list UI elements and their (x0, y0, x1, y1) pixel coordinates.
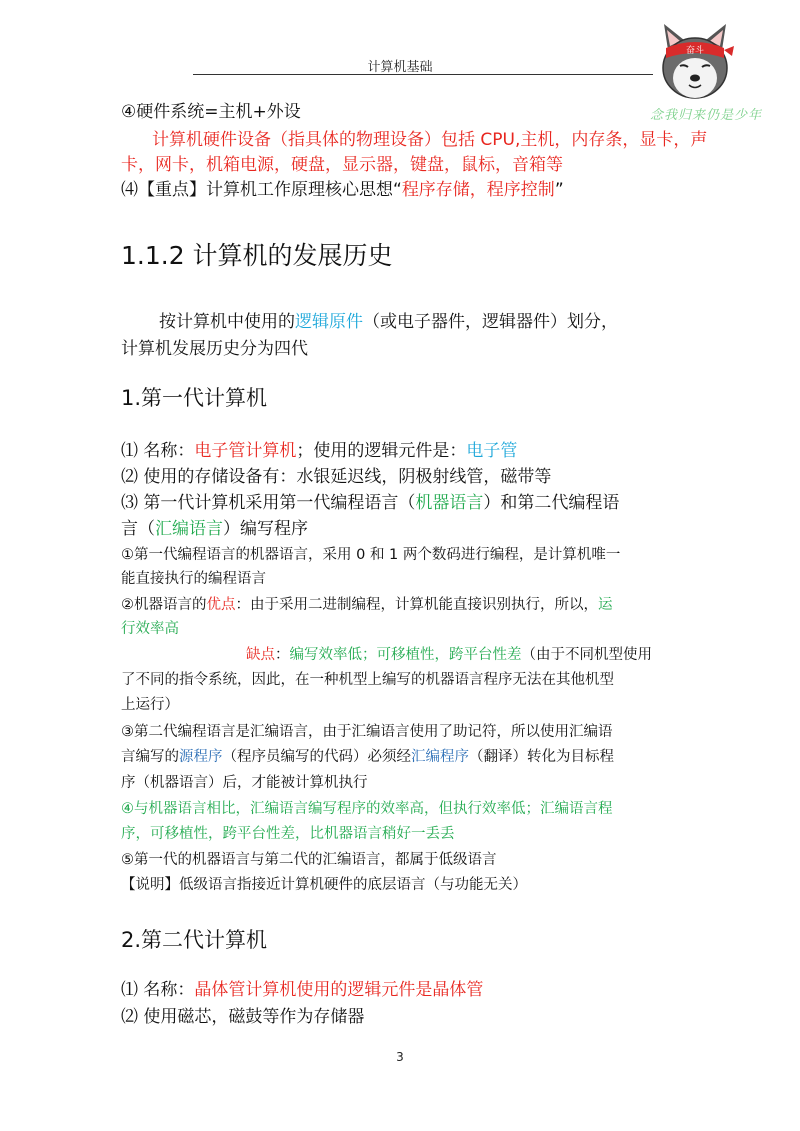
gen1-language-line-2: 言（汇编语言）编写程序 (121, 519, 308, 539)
point-2-line-4: 了不同的指令系统，因此，在一种机型上编写的机器语言程序无法在其他机型 (121, 672, 614, 688)
logic-component-term: 逻辑原件 (295, 312, 363, 332)
gen1-name-line: ⑴ 名称：电子管计算机；使用的逻辑元件是：电子管 (121, 441, 518, 461)
point-1-line-2: 能直接执行的编程语言 (121, 571, 266, 587)
intro-paragraph-line-1: 按计算机中使用的逻辑原件（或电子器件，逻辑器件）划分， (159, 312, 618, 332)
point-2-line-3: 缺点：编写效率低；可移植性，跨平台性差（由于不同机型使用 (246, 647, 652, 663)
point-3-line-2: 言编写的源程序（程序员编写的代码）必须经汇编程序（翻译）转化为目标程 (121, 749, 614, 765)
intro-paragraph-line-2: 计算机发展历史分为四代 (121, 339, 308, 359)
gen2-storage-line: ⑵ 使用磁芯，磁鼓等作为存储器 (121, 1007, 365, 1027)
hardware-devices-line-2: 卡，网卡，机箱电源，硬盘，显示器，键盘，鼠标，音箱等 (121, 155, 563, 175)
point-2-line-2: 行效率高 (121, 621, 179, 637)
point-1-line-1: ①第一代编程语言的机器语言，采用 0 和 1 两个数码进行编程，是计算机唯一 (121, 547, 621, 563)
handwritten-signature: 念我归来仍是少年 (650, 108, 763, 123)
header-rule (193, 74, 653, 75)
heading-first-generation: 1.第一代计算机 (121, 386, 268, 410)
running-header-title: 计算机基础 (367, 60, 433, 75)
husky-mascot-icon (654, 20, 736, 104)
section-heading-1-1-2: 1.1.2 计算机的发展历史 (121, 241, 393, 270)
point-2-line-5: 上运行） (121, 697, 179, 713)
principle-highlight: 程序存储，程序控制 (401, 180, 555, 200)
working-principle-line: ⑷【重点】计算机工作原理核心思想“程序存储，程序控制” (121, 180, 564, 200)
page-number: 3 (396, 1050, 404, 1064)
gen1-language-line-1: ⑶ 第一代计算机采用第一代编程语言（机器语言）和第二代编程语 (121, 493, 620, 513)
explanation-note: 【说明】低级语言指接近计算机硬件的底层语言（与功能无关） (121, 877, 527, 893)
point-4-line-1: ④与机器语言相比，汇编语言编写程序的效率高，但执行效率低；汇编语言程 (121, 801, 613, 817)
hardware-devices-line-1: 计算机硬件设备（指具体的物理设备）包括 CPU,主机，内存条，显卡，声 (152, 130, 708, 150)
point-3-line-1: ③第二代编程语言是汇编语言，由于汇编语言使用了助记符，所以使用汇编语 (121, 724, 613, 740)
headband-text: 奋斗 (685, 46, 705, 56)
heading-second-generation: 2.第二代计算机 (121, 928, 268, 952)
point-2-line-1: ②机器语言的优点：由于采用二进制编程，计算机能直接识别执行，所以，运 (121, 597, 613, 613)
point-4-line-2: 序，可移植性，跨平台性差，比机器语言稍好一丢丢 (121, 826, 455, 842)
gen2-name-line: ⑴ 名称：晶体管计算机使用的逻辑元件是晶体管 (121, 980, 484, 1000)
point-3-line-3: 序（机器语言）后，才能被计算机执行 (121, 775, 368, 791)
hardware-system-line: ④硬件系统=主机+外设 (121, 102, 301, 122)
point-5-line: ⑤第一代的机器语言与第二代的汇编语言，都属于低级语言 (121, 852, 497, 868)
gen1-storage-line: ⑵ 使用的存储设备有：水银延迟线，阴极射线管，磁带等 (121, 467, 552, 487)
